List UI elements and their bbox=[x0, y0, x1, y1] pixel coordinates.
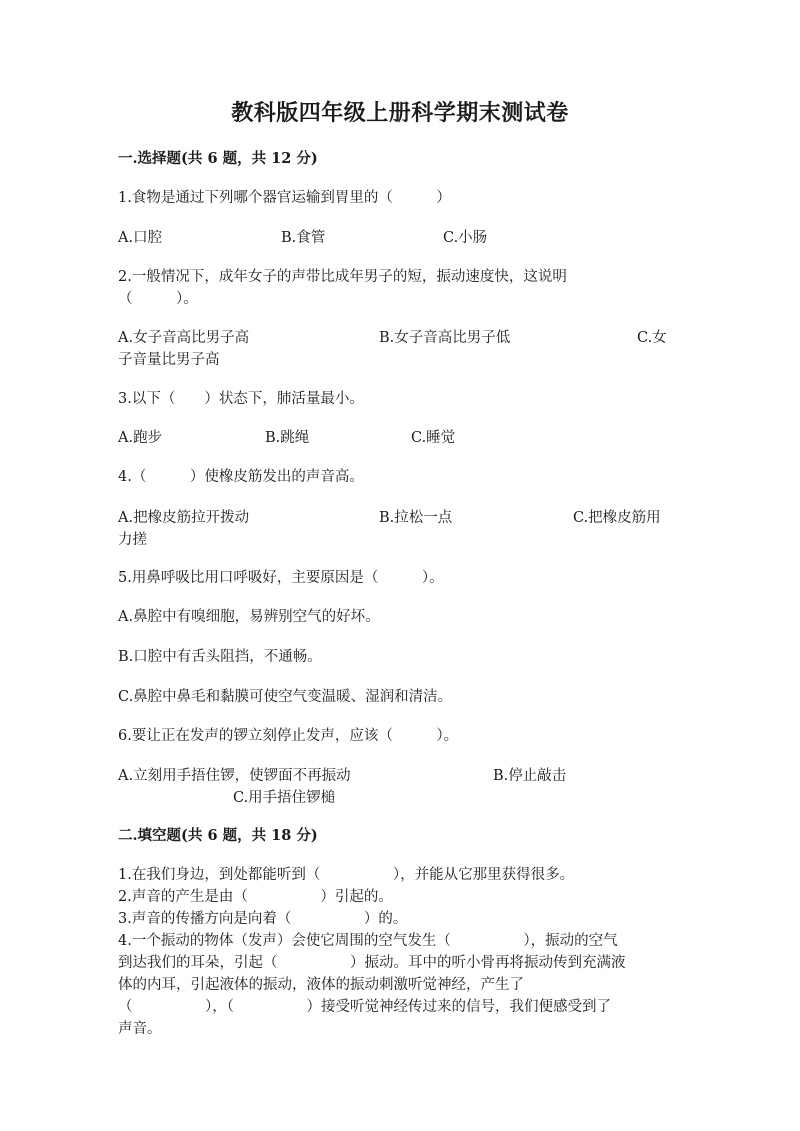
fill-question-4-line5: 声音。 bbox=[118, 1021, 162, 1037]
question-5-option-b: B.口腔中有舌头阻挡，不通畅。 bbox=[118, 649, 322, 665]
question-2-stem-line1: 2.一般情况下，成年女子的声带比成年男子的短，振动速度快，这说明 bbox=[118, 269, 567, 285]
section-heading-choice: 一.选择题(共 6 题，共 12 分) bbox=[118, 150, 318, 167]
question-4-option-c-part1: C.把橡皮筋用 bbox=[573, 510, 661, 526]
question-2-option-b: B.女子音高比男子低 bbox=[379, 330, 511, 346]
question-3-option-c: C.睡觉 bbox=[411, 430, 456, 446]
question-3-option-a: A.跑步 bbox=[118, 430, 163, 446]
question-2-option-a: A.女子音高比男子高 bbox=[118, 330, 250, 346]
question-2-option-c-part2: 子音量比男子高 bbox=[118, 352, 220, 368]
question-6-option-b: B.停止敲击 bbox=[493, 768, 567, 784]
fill-question-2: 2.声音的产生是由（ ）引起的。 bbox=[118, 889, 393, 905]
question-4-option-a: A.把橡皮筋拉开拨动 bbox=[118, 510, 250, 526]
fill-question-4-line3: 体的内耳，引起液体的振动，液体的振动刺激听觉神经，产生了 bbox=[118, 977, 524, 993]
page-title: 教科版四年级上册科学期末测试卷 bbox=[231, 100, 569, 126]
fill-question-3: 3.声音的传播方向是向着（ ）的。 bbox=[118, 911, 408, 927]
fill-question-4-line1: 4.一个振动的物体（发声）会使它周围的空气发生（ ），振动的空气 bbox=[118, 933, 618, 949]
fill-question-4-line2: 到达我们的耳朵，引起（ ）振动。耳中的听小骨再将振动传到充满液 bbox=[118, 955, 626, 971]
question-1-option-c: C.小肠 bbox=[443, 230, 488, 246]
question-4-option-b: B.拉松一点 bbox=[379, 510, 453, 526]
question-5-option-a: A.鼻腔中有嗅细胞，易辨别空气的好坏。 bbox=[118, 609, 380, 625]
question-4-option-c-part2: 力搓 bbox=[118, 532, 147, 548]
question-1-stem: 1.食物是通过下列哪个器官运输到胃里的（ ） bbox=[118, 190, 451, 206]
question-6-option-a: A.立刻用手捂住锣，使锣面不再振动 bbox=[118, 768, 351, 784]
question-1-option-a: A.口腔 bbox=[118, 230, 163, 246]
question-1-option-b: B.食管 bbox=[281, 230, 326, 246]
fill-question-4-line4: （ ），（ ）接受听觉神经传过来的信号，我们便感受到了 bbox=[118, 999, 611, 1015]
question-3-stem: 3.以下（ ）状态下，肺活量最小。 bbox=[118, 391, 364, 407]
section-heading-fill: 二.填空题(共 6 题，共 18 分) bbox=[118, 827, 318, 844]
question-6-option-c: C.用手捂住锣槌 bbox=[233, 790, 336, 806]
question-6-stem: 6.要让正在发声的锣立刻停止发声，应该（ ）。 bbox=[118, 728, 459, 744]
question-3-option-b: B.跳绳 bbox=[265, 430, 310, 446]
question-2-option-c-part1: C.女 bbox=[637, 330, 667, 346]
question-4-stem: 4.（ ）使橡皮筋发出的声音高。 bbox=[118, 469, 364, 485]
question-5-stem: 5.用鼻呼吸比用口呼吸好，主要原因是（ ）。 bbox=[118, 570, 444, 586]
fill-question-1: 1.在我们身边，到处都能听到（ ），并能从它那里获得很多。 bbox=[118, 867, 575, 883]
question-5-option-c: C.鼻腔中鼻毛和黏膜可使空气变温暖、湿润和清洁。 bbox=[118, 689, 453, 705]
question-2-stem-line2: （ ）。 bbox=[118, 291, 198, 307]
